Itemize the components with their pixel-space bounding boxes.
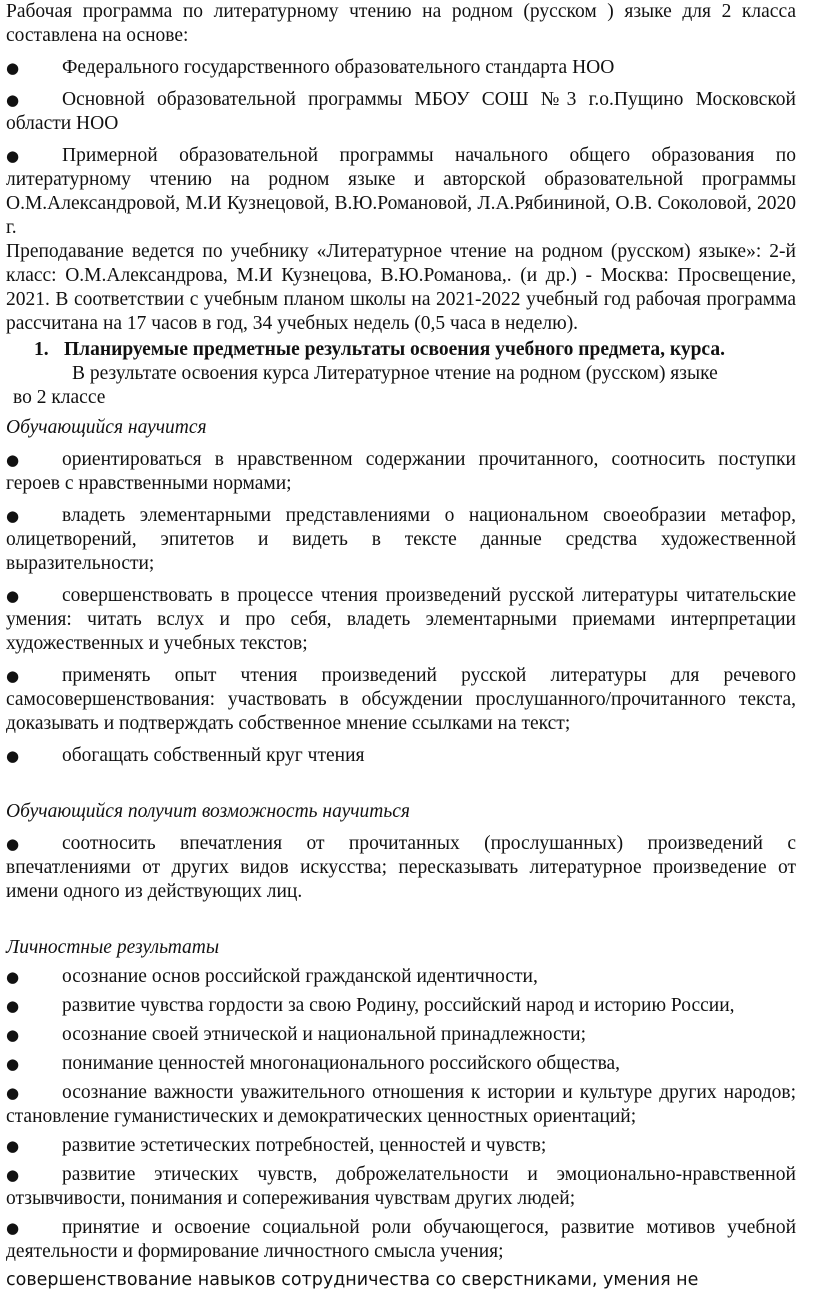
bullet-icon: ●: [6, 747, 20, 765]
personal-heading: Личностные результаты: [6, 937, 220, 958]
personal-item: ● развитие чувства гордости за свою Родину, российский народ и историю России,: [6, 995, 735, 1016]
bullet-icon: ●: [6, 1084, 20, 1102]
personal-item: ● развитие эстетических потребностей, ценностей и чувств;: [6, 1135, 547, 1156]
textbook-paragraph: Преподавание ведется по учебнику «Литературное чтение на родном (русском) языке»: 2-й класс: О.М.Александрова, М.И Кузнецова, В.Ю.Романова,. (и др.) - Москва: Просвещение, 2021. В соответствии с учебным планом школы на 2021-2022 учебный год рабочая программа рассчитана на 17 часов в год, 34 учебных недель (0,5 часа в неделю).: [6, 241, 796, 334]
bullet-icon: ●: [6, 667, 20, 685]
bullet-icon: ●: [6, 1026, 20, 1044]
trailing-line: совершенствование навыков сотрудничества со сверстниками, умения не: [6, 1270, 699, 1290]
learns-item: ● применять опыт чтения произведений русской литературы для речевого самосовершенствования: участвовать в обсуждении прослушанного/прочитанного текста, доказывать и подтверждать собственное мнение ссылками на текст;: [6, 665, 796, 734]
bullet-icon: ●: [6, 1166, 20, 1184]
learns-item: ● совершенствовать в процессе чтения произведений русской литературы читательские умения: читать вслух и про себя, владеть элементарными приемами интерпретации художественных и учебных текстов;: [6, 585, 796, 654]
opportunity-heading: Обучающийся получит возможность научиться: [6, 801, 410, 822]
personal-item: ● понимание ценностей многонационального российского общества,: [6, 1053, 621, 1074]
section-heading: 1. Планируемые предметные результаты освоения учебного предмета, курса.: [34, 339, 725, 360]
bullet-icon: ●: [6, 91, 20, 109]
learns-item: ● ориентироваться в нравственном содержании прочитанного, соотносить поступки героев с нравственными нормами;: [6, 449, 796, 494]
basis-item: ● Примерной образовательной программы начального общего образования по литературному чтению на родном языке и авторской образовательной программы О.М.Александровой, М.И Кузнецовой, В.Ю.Романовой, Л.А.Рябининой, О.В. Соколовой, 2020 г.: [6, 145, 796, 238]
opportunity-item: ● соотносить впечатления от прочитанных (прослушанных) произведений с впечатлениями от других видов искусства; пересказывать литературное произведение от имени одного из действующих лиц.: [6, 833, 796, 902]
section-subline-2: во 2 классе: [13, 387, 106, 408]
section-subline: В результате освоения курса Литературное чтение на родном (русском) языке: [72, 363, 718, 384]
learns-item: ● обогащать собственный круг чтения: [6, 745, 365, 766]
personal-item: ● осознание своей этнической и национальной принадлежности;: [6, 1024, 587, 1045]
basis-item: ● Основной образовательной программы МБОУ СОШ №3 г.о.Пущино Московской области НОО: [6, 89, 796, 134]
learns-item: ● владеть элементарными представлениями о национальном своеобразии метафор, олицетворений, эпитетов и видеть в тексте данные средства художественной выразительности;: [6, 505, 796, 574]
bullet-icon: ●: [6, 1055, 20, 1073]
basis-item: ● Федерального государственного образовательного стандарта НОО: [6, 57, 615, 78]
bullet-icon: ●: [6, 1219, 20, 1237]
personal-item: ● осознание основ российской гражданской идентичности,: [6, 966, 538, 987]
personal-item: ● развитие этических чувств, доброжелательности и эмоционально-нравственной отзывчивости, понимания и сопереживания чувствам других людей;: [6, 1164, 796, 1209]
bullet-icon: ●: [6, 997, 20, 1015]
bullet-icon: ●: [6, 147, 20, 165]
bullet-icon: ●: [6, 1137, 20, 1155]
bullet-icon: ●: [6, 587, 20, 605]
learns-heading: Обучающийся научится: [6, 417, 207, 438]
bullet-icon: ●: [6, 451, 20, 469]
intro-paragraph: Рабочая программа по литературному чтению на родном (русском ) языке для 2 класса составлена на основе:: [6, 1, 796, 46]
bullet-icon: ●: [6, 59, 20, 77]
bullet-icon: ●: [6, 835, 20, 853]
bullet-icon: ●: [6, 507, 20, 525]
personal-item: ● осознание важности уважительного отношения к истории и культуре других народов; становление гуманистических и демократических ценностных ориентаций;: [6, 1082, 796, 1127]
bullet-icon: ●: [6, 968, 20, 986]
personal-item: ● принятие и освоение социальной роли обучающегося, развитие мотивов учебной деятельности и формирование личностного смысла учения;: [6, 1217, 796, 1262]
